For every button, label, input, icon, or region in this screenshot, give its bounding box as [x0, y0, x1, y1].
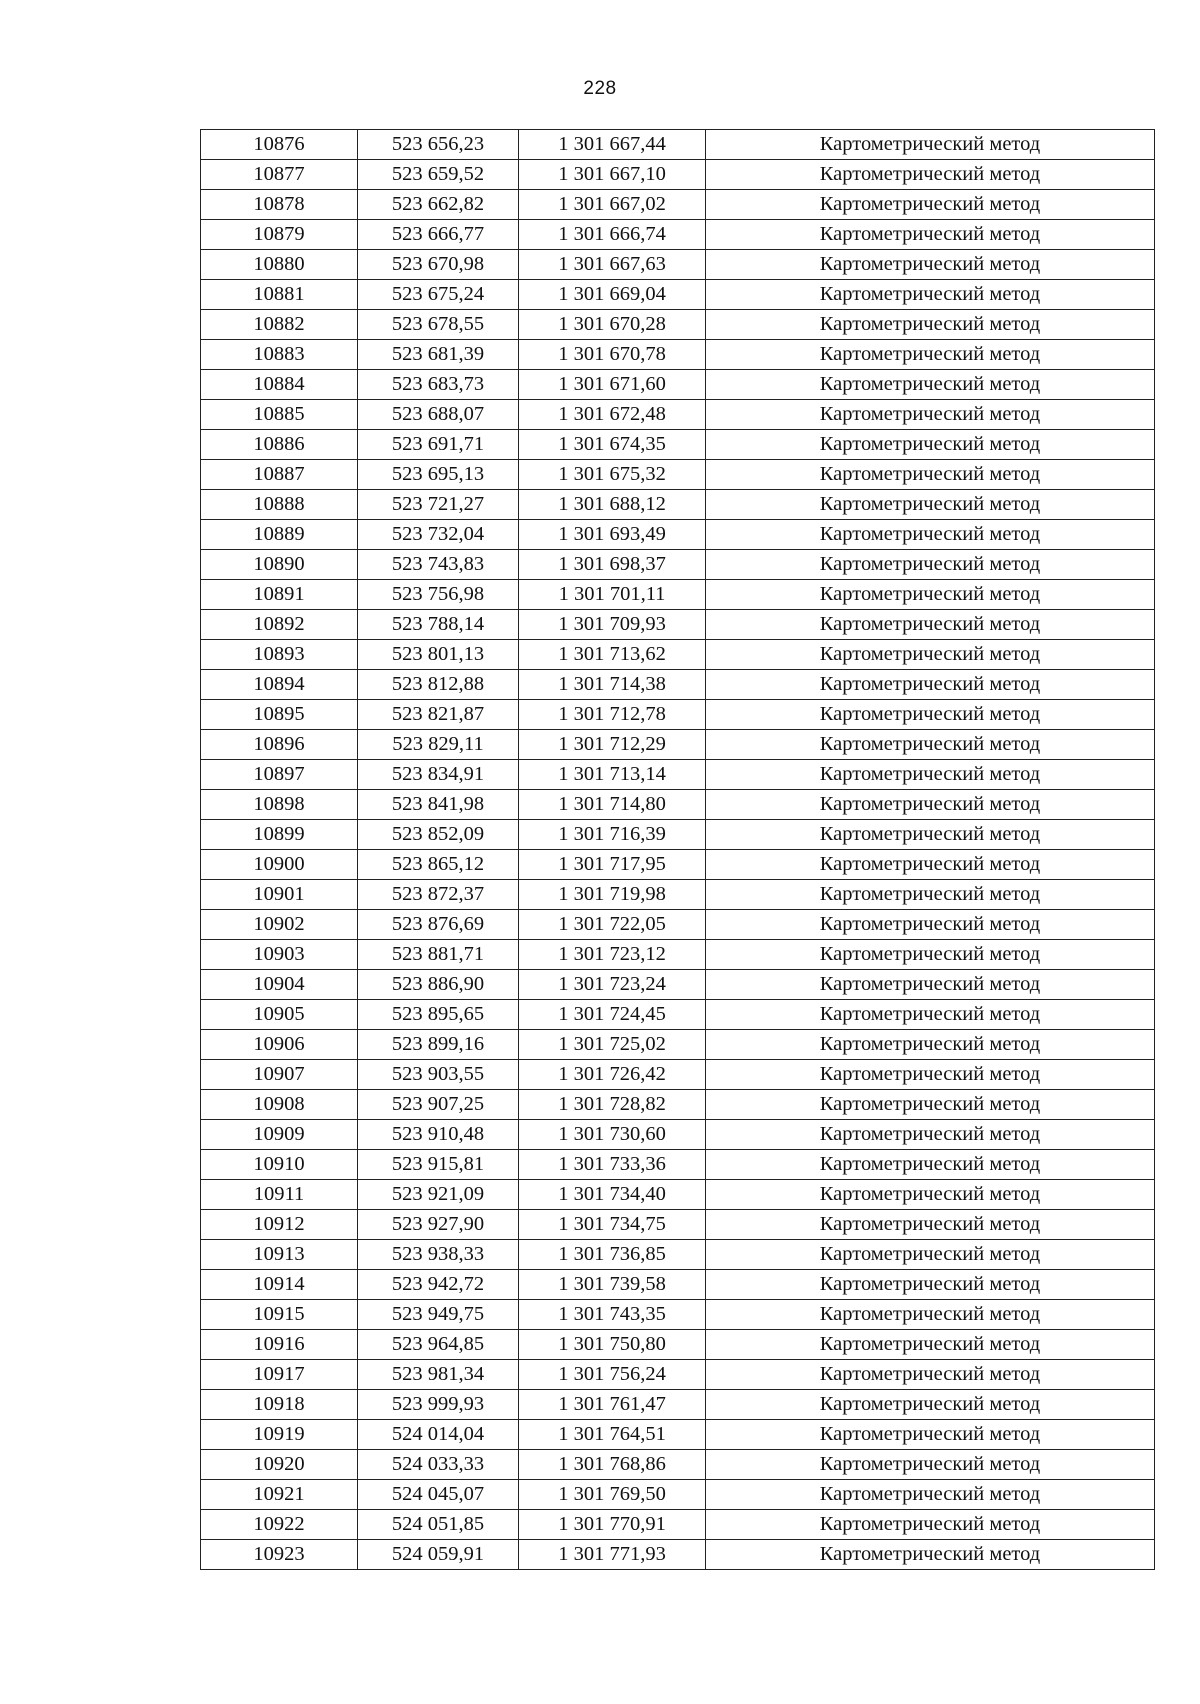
- method-cell: Картометрический метод: [706, 1540, 1155, 1570]
- table-row: [201, 1210, 1155, 1240]
- point-number-cell: 10911: [201, 1180, 358, 1210]
- table-row: [201, 1120, 1155, 1150]
- method-cell: Картометрический метод: [706, 490, 1155, 520]
- x-coordinate-cell: 523 732,04: [358, 520, 519, 550]
- table-row: [201, 250, 1155, 280]
- y-coordinate-cell: 1 301 719,98: [519, 880, 706, 910]
- y-coordinate-cell: 1 301 723,24: [519, 970, 706, 1000]
- point-number-cell: 10876: [201, 130, 358, 160]
- table-row: [201, 1030, 1155, 1060]
- method-cell: Картометрический метод: [706, 160, 1155, 190]
- y-coordinate-cell: 1 301 713,14: [519, 760, 706, 790]
- x-coordinate-cell: 523 938,33: [358, 1240, 519, 1270]
- table-row: [201, 700, 1155, 730]
- y-coordinate-cell: 1 301 709,93: [519, 610, 706, 640]
- table-row: [201, 640, 1155, 670]
- table-row: [201, 1480, 1155, 1510]
- table-row: [201, 1060, 1155, 1090]
- point-number-cell: 10918: [201, 1390, 358, 1420]
- y-coordinate-cell: 1 301 667,44: [519, 130, 706, 160]
- x-coordinate-cell: 523 910,48: [358, 1120, 519, 1150]
- table-row: [201, 1420, 1155, 1450]
- x-coordinate-cell: 523 659,52: [358, 160, 519, 190]
- method-cell: Картометрический метод: [706, 1150, 1155, 1180]
- x-coordinate-cell: 523 695,13: [358, 460, 519, 490]
- point-number-cell: 10900: [201, 850, 358, 880]
- coordinates-table: [200, 129, 1155, 1570]
- method-cell: Картометрический метод: [706, 280, 1155, 310]
- table-row: [201, 580, 1155, 610]
- point-number-cell: 10909: [201, 1120, 358, 1150]
- method-cell: Картометрический метод: [706, 400, 1155, 430]
- method-cell: Картометрический метод: [706, 1300, 1155, 1330]
- table-row: [201, 1390, 1155, 1420]
- method-cell: Картометрический метод: [706, 580, 1155, 610]
- method-cell: Картометрический метод: [706, 310, 1155, 340]
- x-coordinate-cell: 524 045,07: [358, 1480, 519, 1510]
- y-coordinate-cell: 1 301 723,12: [519, 940, 706, 970]
- x-coordinate-cell: 523 834,91: [358, 760, 519, 790]
- y-coordinate-cell: 1 301 714,38: [519, 670, 706, 700]
- x-coordinate-cell: 523 801,13: [358, 640, 519, 670]
- method-cell: Картометрический метод: [706, 790, 1155, 820]
- method-cell: Картометрический метод: [706, 1390, 1155, 1420]
- x-coordinate-cell: 523 981,34: [358, 1360, 519, 1390]
- y-coordinate-cell: 1 301 714,80: [519, 790, 706, 820]
- method-cell: Картометрический метод: [706, 130, 1155, 160]
- y-coordinate-cell: 1 301 730,60: [519, 1120, 706, 1150]
- method-cell: Картометрический метод: [706, 850, 1155, 880]
- page-number: 228: [583, 78, 617, 99]
- x-coordinate-cell: 523 678,55: [358, 310, 519, 340]
- method-cell: Картометрический метод: [706, 250, 1155, 280]
- y-coordinate-cell: 1 301 712,78: [519, 700, 706, 730]
- x-coordinate-cell: 523 743,83: [358, 550, 519, 580]
- y-coordinate-cell: 1 301 771,93: [519, 1540, 706, 1570]
- point-number-cell: 10906: [201, 1030, 358, 1060]
- point-number-cell: 10877: [201, 160, 358, 190]
- table-row: [201, 820, 1155, 850]
- y-coordinate-cell: 1 301 724,45: [519, 1000, 706, 1030]
- x-coordinate-cell: 523 899,16: [358, 1030, 519, 1060]
- y-coordinate-cell: 1 301 770,91: [519, 1510, 706, 1540]
- method-cell: Картометрический метод: [706, 1510, 1155, 1540]
- table-row: [201, 520, 1155, 550]
- x-coordinate-cell: 524 014,04: [358, 1420, 519, 1450]
- method-cell: Картометрический метод: [706, 670, 1155, 700]
- x-coordinate-cell: 523 921,09: [358, 1180, 519, 1210]
- table-row: [201, 1240, 1155, 1270]
- y-coordinate-cell: 1 301 739,58: [519, 1270, 706, 1300]
- method-cell: Картометрический метод: [706, 190, 1155, 220]
- method-cell: Картометрический метод: [706, 1120, 1155, 1150]
- table-row: [201, 1510, 1155, 1540]
- y-coordinate-cell: 1 301 667,63: [519, 250, 706, 280]
- point-number-cell: 10887: [201, 460, 358, 490]
- y-coordinate-cell: 1 301 764,51: [519, 1420, 706, 1450]
- table-row: [201, 190, 1155, 220]
- table-row: [201, 610, 1155, 640]
- point-number-cell: 10908: [201, 1090, 358, 1120]
- point-number-cell: 10902: [201, 910, 358, 940]
- point-number-cell: 10899: [201, 820, 358, 850]
- method-cell: Картометрический метод: [706, 1420, 1155, 1450]
- point-number-cell: 10886: [201, 430, 358, 460]
- y-coordinate-cell: 1 301 733,36: [519, 1150, 706, 1180]
- x-coordinate-cell: 523 821,87: [358, 700, 519, 730]
- x-coordinate-cell: 523 688,07: [358, 400, 519, 430]
- y-coordinate-cell: 1 301 669,04: [519, 280, 706, 310]
- method-cell: Картометрический метод: [706, 910, 1155, 940]
- point-number-cell: 10904: [201, 970, 358, 1000]
- x-coordinate-cell: 523 666,77: [358, 220, 519, 250]
- method-cell: Картометрический метод: [706, 760, 1155, 790]
- point-number-cell: 10893: [201, 640, 358, 670]
- table-row: [201, 790, 1155, 820]
- method-cell: Картометрический метод: [706, 730, 1155, 760]
- table-row: [201, 1540, 1155, 1570]
- point-number-cell: 10888: [201, 490, 358, 520]
- point-number-cell: 10882: [201, 310, 358, 340]
- y-coordinate-cell: 1 301 667,02: [519, 190, 706, 220]
- x-coordinate-cell: 523 662,82: [358, 190, 519, 220]
- point-number-cell: 10915: [201, 1300, 358, 1330]
- point-number-cell: 10894: [201, 670, 358, 700]
- method-cell: Картометрический метод: [706, 1030, 1155, 1060]
- x-coordinate-cell: 524 059,91: [358, 1540, 519, 1570]
- y-coordinate-cell: 1 301 768,86: [519, 1450, 706, 1480]
- y-coordinate-cell: 1 301 734,75: [519, 1210, 706, 1240]
- point-number-cell: 10883: [201, 340, 358, 370]
- x-coordinate-cell: 523 852,09: [358, 820, 519, 850]
- point-number-cell: 10879: [201, 220, 358, 250]
- method-cell: Картометрический метод: [706, 340, 1155, 370]
- point-number-cell: 10905: [201, 1000, 358, 1030]
- table-row: [201, 1180, 1155, 1210]
- x-coordinate-cell: 523 788,14: [358, 610, 519, 640]
- y-coordinate-cell: 1 301 756,24: [519, 1360, 706, 1390]
- x-coordinate-cell: 523 683,73: [358, 370, 519, 400]
- x-coordinate-cell: 523 881,71: [358, 940, 519, 970]
- y-coordinate-cell: 1 301 734,40: [519, 1180, 706, 1210]
- x-coordinate-cell: 523 907,25: [358, 1090, 519, 1120]
- point-number-cell: 10912: [201, 1210, 358, 1240]
- point-number-cell: 10901: [201, 880, 358, 910]
- table-row: [201, 850, 1155, 880]
- table-row: [201, 400, 1155, 430]
- table-row: [201, 1150, 1155, 1180]
- table-row: [201, 280, 1155, 310]
- method-cell: Картометрический метод: [706, 550, 1155, 580]
- method-cell: Картометрический метод: [706, 640, 1155, 670]
- y-coordinate-cell: 1 301 716,39: [519, 820, 706, 850]
- x-coordinate-cell: 523 964,85: [358, 1330, 519, 1360]
- point-number-cell: 10914: [201, 1270, 358, 1300]
- x-coordinate-cell: 523 915,81: [358, 1150, 519, 1180]
- method-cell: Картометрический метод: [706, 940, 1155, 970]
- table-row: [201, 220, 1155, 250]
- method-cell: Картометрический метод: [706, 1480, 1155, 1510]
- x-coordinate-cell: 523 949,75: [358, 1300, 519, 1330]
- table-row: [201, 460, 1155, 490]
- point-number-cell: 10891: [201, 580, 358, 610]
- y-coordinate-cell: 1 301 712,29: [519, 730, 706, 760]
- x-coordinate-cell: 523 812,88: [358, 670, 519, 700]
- y-coordinate-cell: 1 301 675,32: [519, 460, 706, 490]
- x-coordinate-cell: 523 670,98: [358, 250, 519, 280]
- table-row: [201, 160, 1155, 190]
- table-row: [201, 1330, 1155, 1360]
- table-row: [201, 430, 1155, 460]
- x-coordinate-cell: 523 876,69: [358, 910, 519, 940]
- y-coordinate-cell: 1 301 701,11: [519, 580, 706, 610]
- method-cell: Картометрический метод: [706, 220, 1155, 250]
- y-coordinate-cell: 1 301 725,02: [519, 1030, 706, 1060]
- point-number-cell: 10889: [201, 520, 358, 550]
- table-row: [201, 370, 1155, 400]
- y-coordinate-cell: 1 301 761,47: [519, 1390, 706, 1420]
- x-coordinate-cell: 524 051,85: [358, 1510, 519, 1540]
- y-coordinate-cell: 1 301 728,82: [519, 1090, 706, 1120]
- y-coordinate-cell: 1 301 667,10: [519, 160, 706, 190]
- x-coordinate-cell: 523 999,93: [358, 1390, 519, 1420]
- point-number-cell: 10921: [201, 1480, 358, 1510]
- method-cell: Картометрический метод: [706, 430, 1155, 460]
- coordinates-table-body: [201, 130, 1155, 1570]
- y-coordinate-cell: 1 301 750,80: [519, 1330, 706, 1360]
- y-coordinate-cell: 1 301 670,78: [519, 340, 706, 370]
- method-cell: Картометрический метод: [706, 1360, 1155, 1390]
- x-coordinate-cell: 523 691,71: [358, 430, 519, 460]
- y-coordinate-cell: 1 301 713,62: [519, 640, 706, 670]
- table-row: [201, 130, 1155, 160]
- point-number-cell: 10898: [201, 790, 358, 820]
- method-cell: Картометрический метод: [706, 610, 1155, 640]
- table-row: [201, 550, 1155, 580]
- table-row: [201, 1360, 1155, 1390]
- point-number-cell: 10878: [201, 190, 358, 220]
- point-number-cell: 10910: [201, 1150, 358, 1180]
- method-cell: Картометрический метод: [706, 700, 1155, 730]
- y-coordinate-cell: 1 301 726,42: [519, 1060, 706, 1090]
- method-cell: Картометрический метод: [706, 820, 1155, 850]
- point-number-cell: 10896: [201, 730, 358, 760]
- y-coordinate-cell: 1 301 672,48: [519, 400, 706, 430]
- x-coordinate-cell: 523 895,65: [358, 1000, 519, 1030]
- method-cell: Картометрический метод: [706, 1270, 1155, 1300]
- y-coordinate-cell: 1 301 769,50: [519, 1480, 706, 1510]
- y-coordinate-cell: 1 301 671,60: [519, 370, 706, 400]
- table-row: [201, 1090, 1155, 1120]
- point-number-cell: 10897: [201, 760, 358, 790]
- table-row: [201, 670, 1155, 700]
- method-cell: Картометрический метод: [706, 1450, 1155, 1480]
- method-cell: Картометрический метод: [706, 370, 1155, 400]
- y-coordinate-cell: 1 301 693,49: [519, 520, 706, 550]
- x-coordinate-cell: 523 721,27: [358, 490, 519, 520]
- method-cell: Картометрический метод: [706, 460, 1155, 490]
- y-coordinate-cell: 1 301 666,74: [519, 220, 706, 250]
- y-coordinate-cell: 1 301 688,12: [519, 490, 706, 520]
- point-number-cell: 10922: [201, 1510, 358, 1540]
- x-coordinate-cell: 523 865,12: [358, 850, 519, 880]
- method-cell: Картометрический метод: [706, 970, 1155, 1000]
- point-number-cell: 10890: [201, 550, 358, 580]
- point-number-cell: 10923: [201, 1540, 358, 1570]
- y-coordinate-cell: 1 301 717,95: [519, 850, 706, 880]
- point-number-cell: 10907: [201, 1060, 358, 1090]
- x-coordinate-cell: 523 681,39: [358, 340, 519, 370]
- y-coordinate-cell: 1 301 743,35: [519, 1300, 706, 1330]
- table-row: [201, 1450, 1155, 1480]
- method-cell: Картометрический метод: [706, 1210, 1155, 1240]
- x-coordinate-cell: 523 841,98: [358, 790, 519, 820]
- table-row: [201, 970, 1155, 1000]
- point-number-cell: 10913: [201, 1240, 358, 1270]
- method-cell: Картометрический метод: [706, 1180, 1155, 1210]
- method-cell: Картометрический метод: [706, 880, 1155, 910]
- point-number-cell: 10903: [201, 940, 358, 970]
- table-row: [201, 1270, 1155, 1300]
- table-row: [201, 940, 1155, 970]
- table-row: [201, 340, 1155, 370]
- point-number-cell: 10880: [201, 250, 358, 280]
- x-coordinate-cell: 524 033,33: [358, 1450, 519, 1480]
- x-coordinate-cell: 523 942,72: [358, 1270, 519, 1300]
- x-coordinate-cell: 523 903,55: [358, 1060, 519, 1090]
- x-coordinate-cell: 523 656,23: [358, 130, 519, 160]
- point-number-cell: 10917: [201, 1360, 358, 1390]
- method-cell: Картометрический метод: [706, 1240, 1155, 1270]
- table-row: [201, 1000, 1155, 1030]
- method-cell: Картометрический метод: [706, 520, 1155, 550]
- y-coordinate-cell: 1 301 736,85: [519, 1240, 706, 1270]
- y-coordinate-cell: 1 301 722,05: [519, 910, 706, 940]
- table-row: [201, 880, 1155, 910]
- x-coordinate-cell: 523 756,98: [358, 580, 519, 610]
- method-cell: Картометрический метод: [706, 1090, 1155, 1120]
- table-row: [201, 760, 1155, 790]
- table-row: [201, 910, 1155, 940]
- point-number-cell: 10884: [201, 370, 358, 400]
- table-row: [201, 490, 1155, 520]
- method-cell: Картометрический метод: [706, 1000, 1155, 1030]
- point-number-cell: 10895: [201, 700, 358, 730]
- table-row: [201, 730, 1155, 760]
- point-number-cell: 10892: [201, 610, 358, 640]
- table-row: [201, 1300, 1155, 1330]
- method-cell: Картометрический метод: [706, 1060, 1155, 1090]
- point-number-cell: 10885: [201, 400, 358, 430]
- y-coordinate-cell: 1 301 670,28: [519, 310, 706, 340]
- x-coordinate-cell: 523 829,11: [358, 730, 519, 760]
- point-number-cell: 10919: [201, 1420, 358, 1450]
- x-coordinate-cell: 523 927,90: [358, 1210, 519, 1240]
- point-number-cell: 10920: [201, 1450, 358, 1480]
- x-coordinate-cell: 523 675,24: [358, 280, 519, 310]
- x-coordinate-cell: 523 872,37: [358, 880, 519, 910]
- method-cell: Картометрический метод: [706, 1330, 1155, 1360]
- y-coordinate-cell: 1 301 674,35: [519, 430, 706, 460]
- point-number-cell: 10916: [201, 1330, 358, 1360]
- x-coordinate-cell: 523 886,90: [358, 970, 519, 1000]
- y-coordinate-cell: 1 301 698,37: [519, 550, 706, 580]
- table-row: [201, 310, 1155, 340]
- point-number-cell: 10881: [201, 280, 358, 310]
